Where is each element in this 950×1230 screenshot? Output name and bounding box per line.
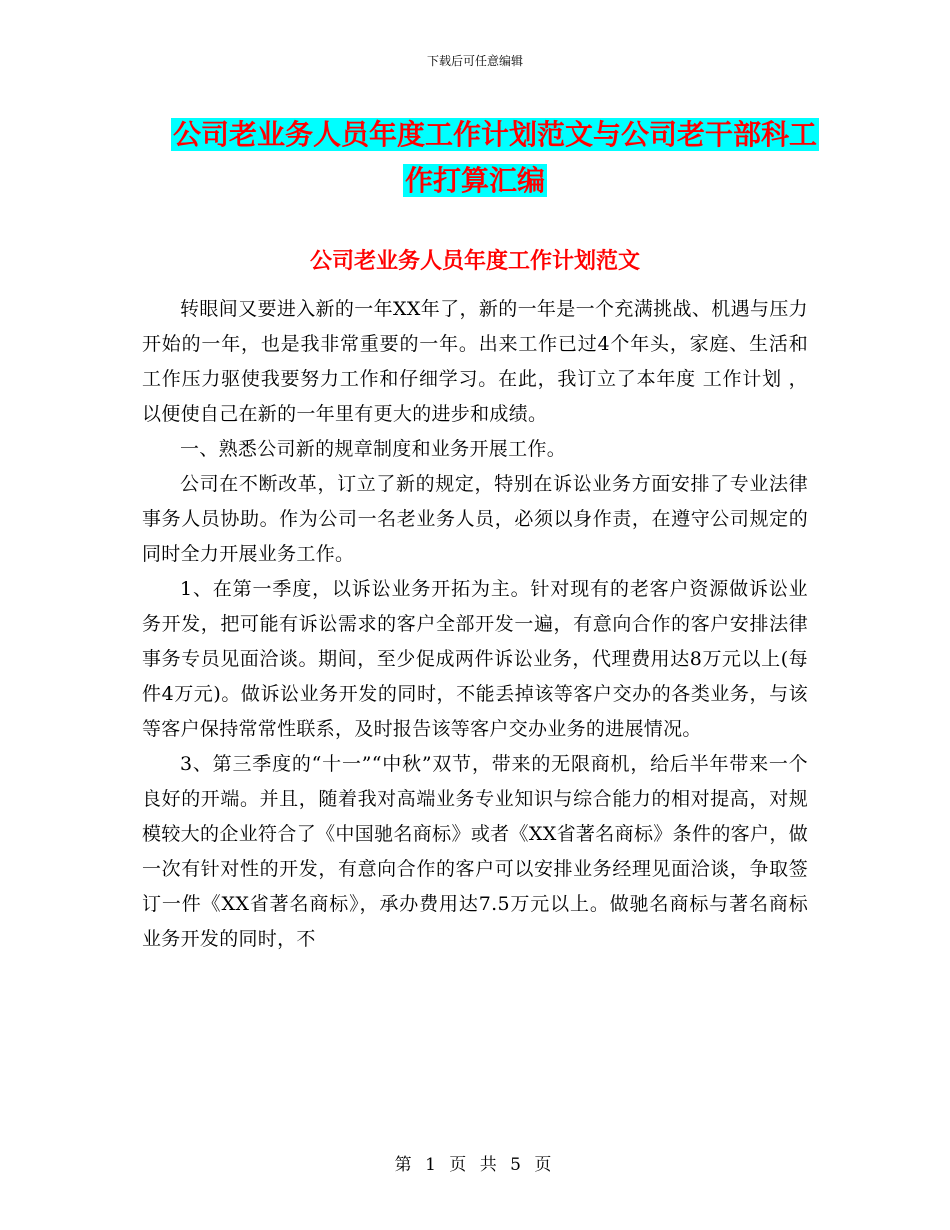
section-title: 公司老业务人员年度工作计划范文 <box>309 249 640 274</box>
page-number-footer: 第 1 页 共 5 页 <box>394 1155 556 1175</box>
paragraph-3: 公司在不断改革，订立了新的规定，特别在诉讼业务方面安排了专业法律事务人员协助。作为公司一名老业务人员，必须以身作责，在遵守公司规定的同时全力开展业务工作。 <box>142 473 808 565</box>
paragraph-4: 1、在第一季度，以诉讼业务开拓为主。针对现有的老客户资源做诉讼业务开发，把可能有诉讼需求的客户全部开发一遍，有意向合作的客户安排法律事务专员见面洽谈。期间，至少促成两件诉讼业务，代理费用达8万元以上(每件4万元)。做诉讼业务开发的同时，不能丢掉该等客户交办的各类业务，与该等客户保持常常性联系，及时报告该等客户交办业务的进展情况。 <box>142 578 808 740</box>
title-highlight-2: 作打算汇编 <box>404 164 545 197</box>
document-title-line-1 <box>0 112 950 158</box>
document-title-line-2 <box>0 158 950 204</box>
paragraph-2: 一、熟悉公司新的规章制度和业务开展工作。 <box>180 438 567 460</box>
paragraph-1: 转眼间又要进入新的一年XX年了，新的一年是一个充满挑战、机遇与压力开始的一年，也是我非常重要的一年。出来工作已过4个年头，家庭、生活和工作压力驱使我要努力工作和仔细学习。在此，我订立了本年度 工作计划 ，以便使自己在新的一年里有更大的进步和成绩。 <box>142 298 808 425</box>
document-title <box>0 112 950 204</box>
title-highlight-1: 公司老业务人员年度工作计划范文与公司老干部科工 <box>172 118 817 151</box>
page-header-note: 下载后可任意编辑 <box>426 54 523 68</box>
document-body <box>142 292 808 957</box>
paragraph-5: 3、第三季度的“十一”“中秋”双节，带来的无限商机，给后半年带来一个良好的开端。并且，随着我对高端业务专业知识与综合能力的相对提高，对规模较大的企业符合了《中国驰名商标》或者《XX省著名商标》条件的客户，做一次有针对性的开发，有意向合作的客户可以安排业务经理见面洽谈，争取签订一件《XX省著名商标》，承办费用达7.5万元以上。做驰名商标与著名商标业务开发的同时，不 <box>142 753 808 950</box>
